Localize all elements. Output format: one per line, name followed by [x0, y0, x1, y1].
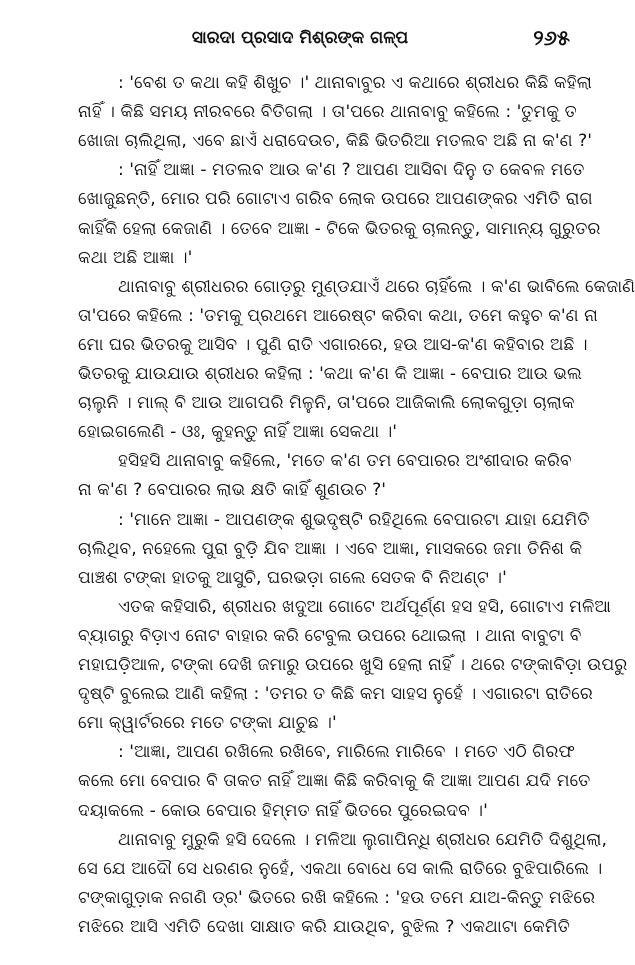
text-line: ନା କ'ଣ ? ବେପାରର ଲାଭ କ୍ଷତି କାହିଁ ଶୁଣଉଚ ?': [78, 480, 386, 501]
text-line: ମୋ ଘର ଭିତରକୁ ଆସିବ । ପୁଣି ରାତି ଏଗାରରେ, ହଉ ଆସ-କ'ଣ କହିବାର ଅଛି ।: [78, 334, 588, 355]
text-line: ମହାଘଡ଼ିଆଳ, ଟଙ୍କା ଦେଖି ଜମାରୁ ଉପରେ ଖୁସି ହେଲା ନାହିଁ । ଥରେ ଟଙ୍କାବିଡ଼ା ଉପରୁ: [78, 655, 628, 675]
text-line: ପାଞ୍ଚଶ ଟଙ୍କା ହାତକୁ ଆସୁଚି, ଘରଭଡ଼ା ଗଲେ ସେତକ ବି ନିଅଣ୍ଟ ।': [78, 567, 507, 588]
text-line: ଏତକ କହିସାରି, ଶ୍ରୀଧର ଖଦୁଆ ଗୋଟେ ଅର୍ଥପୂର୍ଣ୍ଣ ହସ ହସି, ଗୋଟାଏ ମଳିଆ: [118, 596, 612, 617]
text-line: କାହିଁକି ହେଲା କେଜାଣି । ତେବେ ଆଜ୍ଞା - ଟିକେ ଭିତରକୁ ଚାଲନ୍ତୁ, ସାମାନ୍ୟ ଗୁରୁତର: [78, 218, 601, 239]
text-line: କଥା ଅଛି ଆଜ୍ଞା ।': [78, 247, 193, 268]
text-line: ମୋ କ୍ୱାର୍ଟରରେ ମତେ ଟଙ୍କା ଯାଚୁଛ ।': [78, 713, 337, 734]
text-line: ହୋଇଗଲେଣି - ଓଃ, କୁହନ୍ତୁ ନାହିଁ ଆଜ୍ଞା ସେକଥା ।': [78, 422, 398, 443]
running-title: ସାରଦା ପ୍ରସାଦ ମିଶ୍ରଙ୍କ ଗଳ୍ପ: [191, 28, 409, 48]
text-line: : 'ଆଜ୍ଞା, ଆପଣ ରଖିଲେ ରଖିବେ, ମାରିଲେ ମାରିବେ । ମତେ ଏଠି ଗିରଫ: [118, 742, 576, 763]
text-line: ଥାନାବାବୁ ମୁରୁକି ହସି ଦେଲେ । ମଳିଆ ଲୁଗାପିନ୍ଧି ଶ୍ରୀଧର ଯେମିତି ଦିଶୁଥିଲା,: [118, 829, 608, 850]
text-line: ଥାନାବାବୁ ଶ୍ରୀଧରର ଗୋଡ଼ରୁ ମୁଣ୍ଡଯାଏଁ ଥରେ ଚାହିଁଲେ । କ'ଣ ଭାବିଲେ କେଜାଣି: [118, 276, 635, 297]
text-line: : 'ମାନେ ଆଜ୍ଞା - ଆପଣଙ୍କ ଶୁଭଦୃଷ୍ଟି ରହିଥିଲେ ବେପାରଟା ଯାହା ଯେମିତି: [118, 509, 590, 530]
text-line: ଭିତରକୁ ଯାଉଯାଉ ଶ୍ରୀଧର କହିଲା : 'କଥା କ'ଣ କି ଆଜ୍ଞା - ବେପାର ଆଉ ଭଲ: [78, 364, 582, 384]
text-line: କଲେ ମୋ ବେପାର ବି ତାକତ ନାହିଁ ଆଜ୍ଞା କିଛି କରିବାକୁ କି ଆଜ୍ଞା ଆପଣ ଯଦି ମତେ: [78, 771, 591, 792]
text-line: ଚାଲୁନି । ମାଲ୍ ବି ଆଉ ଆଗପରି ମିଳୁନି, ତା'ପରେ ଆଜିକାଲି ଲୋକଗୁଡ଼ା ଚାଲାକ: [78, 393, 575, 414]
text-line: ନାହିଁ । କିଛି ସମୟ ନୀରବରେ ବିତିଗଲା । ତା'ପରେ ଥାନାବାବୁ କହିଲେ : 'ତୁମକୁ ତ: [78, 102, 577, 123]
page-number: ୨୬୫: [533, 26, 570, 50]
text-line: : 'ନାହିଁ ଆଜ୍ଞା - ମତଲବ ଆଉ କ'ଣ ? ଆପଣ ଆସିବା ଦିନୁ ତ କେବଳ ମତେ: [118, 160, 585, 181]
text-line: ମଝିରେ ଆସି ଏମିତି ଦେଖା ସାକ୍ଷାତ କରି ଯାଉଥିବ, ବୁଝିଲ ? ଏକଥାଟା କେମିତି: [78, 916, 570, 937]
text-line: ବ୍ୟାଗରୁ ବିଡ଼ାଏ ନୋଟ ବାହାର କରି ଟେବୁଲ ଉପରେ ଥୋଇଲା । ଥାନା ବାବୁଟା ବି: [78, 625, 582, 646]
page-header: [30, 22, 570, 52]
text-line: ଚାଲିଥିବ, ନହେଲେ ପୁରା ବୁଡ଼ି ଯିବ ଆଜ୍ଞା । ଏବେ ଆଜ୍ଞା, ମାସକରେ ଜମା ତିନିଶ କି: [78, 538, 583, 559]
text-line: ସେ ଯେ ଆଦୌ ସେ ଧରଣର ନୁହେଁ, ଏକଥା ବୋଧେ ସେ କାଲି ରାତିରେ ବୁଝିପାରିଲେ ।: [78, 858, 603, 879]
text-line: ଟଙ୍କାଗୁଡ଼ାକ ନଗଣି ଡ୍ର' ଭିତରେ ରଖି କହିଲେ : 'ହଉ ତମେ ଯାଅ-କିନ୍ତୁ ମଝିରେ: [78, 887, 596, 908]
text-line: ଖୋଜୁଛନ୍ତି, ମୋର ପରି ଗୋଟାଏ ଗରିବ ଲୋକ ଉପରେ ଆପଣଙ୍କର ଏମିତି ରାଗ: [78, 189, 593, 210]
text-line: ଦୟାକଲେ - କୋଉ ବେପାର ହିମ୍ମତ ନାହିଁ ଭିତରେ ପୁରେଇଦବ ।': [78, 800, 488, 821]
text-line: ହସିହସି ଥାନାବାବୁ କହିଲେ, 'ମତେ କ'ଣ ତମ ବେପାରର ଅଂଶୀଦାର କରିବ: [118, 451, 572, 472]
text-line: ଦୃଷ୍ଟି ବୁଲେଇ ଆଣି କହିଲା : 'ତମର ତ କିଛି କମ ସାହସ ନୁହେଁ । ଏଗାରଟା ରାତିରେ: [78, 684, 593, 705]
text-line: ତା'ପରେ କହିଲେ : 'ତମକୁ ପ୍ରଥମେ ଆରେଷ୍ଟ କରିବା କଥା, ତମେ କହୁଚ କ'ଣ ନା: [78, 305, 598, 326]
text-line: : 'ବେଶ ତ କଥା କହି ଶିଖୁଚ ।' ଥାନାବାବୁର ଏ କଥାରେ ଶ୍ରୀଧର କିଛି କହିଲା: [118, 73, 592, 93]
text-line: ଖୋଜା ଚାଲିଥିଲା, ଏବେ ଛାଏଁ ଧରାଦେଉଚ, କିଛି ଭିତରିଆ ମତଲବ ଅଛି ନା କ'ଣ ?': [78, 131, 592, 152]
